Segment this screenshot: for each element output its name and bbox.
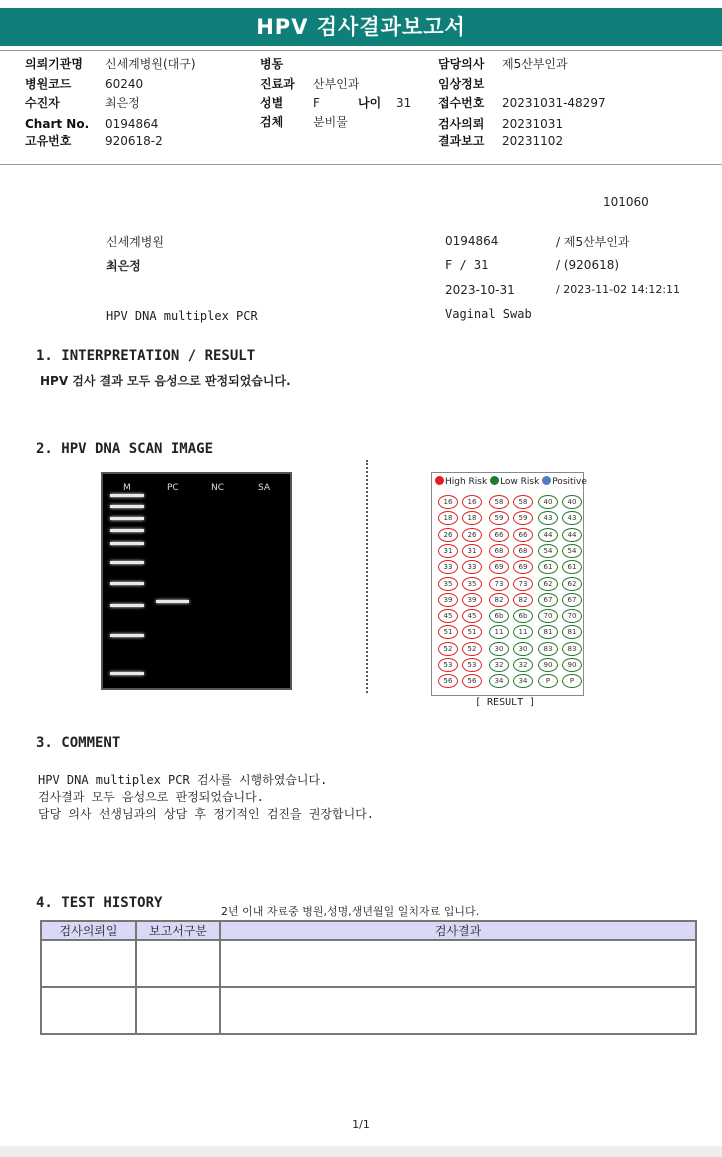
table-cell xyxy=(136,987,220,1034)
positive-dot-icon xyxy=(542,476,551,485)
table-cell xyxy=(136,940,220,987)
hpv-type-marker: 52 xyxy=(462,642,482,656)
hpv-type-marker: 56 xyxy=(438,674,458,688)
hpv-type-marker: 53 xyxy=(438,658,458,672)
hpv-type-marker: 35 xyxy=(438,577,458,591)
hpv-type-marker: 90 xyxy=(538,658,558,672)
hpv-type-marker: 67 xyxy=(562,593,582,607)
section-scan-image-title: 2. HPV DNA SCAN IMAGE xyxy=(36,441,214,457)
header-value: 60240 xyxy=(105,77,144,91)
table-cell xyxy=(41,940,136,987)
header-value: 920618-2 xyxy=(105,134,163,148)
hpv-type-marker: 66 xyxy=(513,528,533,542)
hpv-type-marker: 59 xyxy=(513,511,533,525)
header-value: 분비물 xyxy=(313,115,348,129)
hpv-type-marker: 31 xyxy=(438,544,458,558)
header-label: 임상정보 xyxy=(438,77,485,91)
hpv-type-marker: P xyxy=(538,674,558,688)
hpv-type-marker: 58 xyxy=(513,495,533,509)
report-datetime: / 2023-11-02 14:12:11 xyxy=(556,283,681,296)
hpv-type-marker: 34 xyxy=(513,674,533,688)
hpv-type-marker: 11 xyxy=(513,625,533,639)
hospital-name: 신세계병원 xyxy=(106,235,164,249)
gel-electrophoresis-image xyxy=(101,472,292,690)
hpv-type-marker: 58 xyxy=(489,495,509,509)
table-row xyxy=(41,940,696,987)
hpv-type-marker: 43 xyxy=(562,511,582,525)
marker-band xyxy=(110,634,144,637)
hpv-type-marker: 30 xyxy=(513,642,533,656)
header-row-receipt-no xyxy=(438,95,606,111)
birth-date: / (920618) xyxy=(556,258,620,272)
hpv-type-marker: 31 xyxy=(462,544,482,558)
hpv-type-marker: 68 xyxy=(489,544,509,558)
col-header-result: 검사결과 xyxy=(220,921,696,940)
hpv-type-marker: 82 xyxy=(489,593,509,607)
marker-band xyxy=(110,542,144,545)
header-label: Chart No. xyxy=(25,117,90,131)
hpv-type-marker: 6b xyxy=(513,609,533,623)
header-label: 진료과 xyxy=(260,77,295,91)
table-header-row xyxy=(41,921,696,940)
report-title: HPV 검사결과보고서 xyxy=(0,8,722,46)
hpv-type-marker: 16 xyxy=(462,495,482,509)
report-code: 101060 xyxy=(603,195,649,209)
header-row-request-date xyxy=(438,116,563,132)
header-label: 결과보고 xyxy=(438,134,485,148)
header-label: 수진자 xyxy=(25,96,60,110)
hpv-type-marker: 53 xyxy=(462,658,482,672)
hpv-type-marker: 82 xyxy=(513,593,533,607)
hpv-type-marker: 43 xyxy=(538,511,558,525)
test-name: HPV DNA multiplex PCR xyxy=(106,309,258,323)
header-label: 나이 xyxy=(358,96,382,110)
high-risk-dot-icon xyxy=(435,476,444,485)
header-label: 검체 xyxy=(260,115,284,129)
marker-band xyxy=(110,529,144,532)
header-row-clinical-info xyxy=(438,76,502,92)
header-row-report-date xyxy=(438,133,563,149)
hpv-type-marker: 56 xyxy=(462,674,482,688)
hpv-type-marker: 61 xyxy=(538,560,558,574)
header-row-department xyxy=(260,76,359,92)
header-label: 의뢰기관명 xyxy=(25,57,83,71)
hpv-type-marker: 45 xyxy=(438,609,458,623)
lane-label-pc: PC xyxy=(167,483,179,493)
hpv-type-marker: 11 xyxy=(489,625,509,639)
header-label: 담당의사 xyxy=(438,57,485,71)
table-cell xyxy=(41,987,136,1034)
hpv-type-marker: 69 xyxy=(489,560,509,574)
header-value: 산부인과 xyxy=(313,77,360,91)
marker-band xyxy=(110,672,144,675)
header-value: 최은정 xyxy=(105,96,140,110)
hpv-type-marker: 69 xyxy=(513,560,533,574)
header-row-ward xyxy=(260,56,313,72)
marker-band xyxy=(110,561,144,564)
col-header-request-date: 검사의뢰일 xyxy=(41,921,136,940)
interpretation-text: HPV 검사 결과 모두 음성으로 판정되었습니다. xyxy=(40,374,291,388)
hpv-type-marker: 70 xyxy=(562,609,582,623)
hpv-type-marker: 32 xyxy=(513,658,533,672)
panel-legend xyxy=(435,476,587,487)
table-cell xyxy=(220,987,696,1034)
hpv-type-marker: 70 xyxy=(538,609,558,623)
hpv-type-marker: 18 xyxy=(462,511,482,525)
header-label: 성별 xyxy=(260,96,284,110)
hpv-type-marker: 51 xyxy=(438,625,458,639)
section-comment-title: 3. COMMENT xyxy=(36,735,121,751)
lane-label-m: M xyxy=(123,483,131,493)
header-value: F xyxy=(313,96,320,110)
divider-dotted xyxy=(366,460,368,693)
hpv-type-marker: 73 xyxy=(489,577,509,591)
marker-band xyxy=(110,494,144,497)
result-caption: [ RESULT ] xyxy=(475,697,536,708)
header-row-specimen xyxy=(260,114,348,130)
hpv-type-marker: 68 xyxy=(513,544,533,558)
section-test-history-title: 4. TEST HISTORY xyxy=(36,895,163,911)
hpv-type-marker: 32 xyxy=(489,658,509,672)
test-history-note: 2년 이내 자료중 병원,성명,생년월일 일치자료 입니다. xyxy=(221,905,480,918)
hpv-type-marker: 6b xyxy=(489,609,509,623)
comment-line: HPV DNA multiplex PCR 검사를 시행하였습니다. xyxy=(38,773,328,787)
hpv-type-marker: 54 xyxy=(562,544,582,558)
page-number: 1/1 xyxy=(352,1118,370,1131)
header-value: 신세계병원(대구) xyxy=(105,57,196,71)
hpv-type-marker: 40 xyxy=(538,495,558,509)
header-row-sex-age xyxy=(260,95,411,111)
comment-line: 검사결과 모두 음성으로 판정되었습니다. xyxy=(38,790,264,804)
pc-band xyxy=(156,600,189,603)
header-row-unique-no xyxy=(25,133,163,149)
header-row-hospital-code xyxy=(25,76,143,92)
lane-label-sa: SA xyxy=(258,483,271,493)
header-value: 20231031-48297 xyxy=(502,96,606,110)
header-top-rule xyxy=(0,50,722,51)
hpv-type-marker: 33 xyxy=(438,560,458,574)
sex-age: F / 31 xyxy=(445,258,489,272)
specimen-type: Vaginal Swab xyxy=(445,307,532,321)
hpv-type-marker: 62 xyxy=(538,577,558,591)
hpv-type-marker: 73 xyxy=(513,577,533,591)
hpv-type-marker: 35 xyxy=(462,577,482,591)
hpv-type-marker: 39 xyxy=(462,593,482,607)
hpv-type-marker: 40 xyxy=(562,495,582,509)
hpv-type-marker: 83 xyxy=(538,642,558,656)
header-value: 20231102 xyxy=(502,134,564,148)
request-date: 2023-10-31 xyxy=(445,283,515,297)
hpv-type-marker: 81 xyxy=(538,625,558,639)
hpv-type-marker: 62 xyxy=(562,577,582,591)
hpv-type-marker: 45 xyxy=(462,609,482,623)
hpv-result-panel xyxy=(431,472,587,696)
comment-line: 담당 의사 선생님과의 상담 후 정기적인 검진을 권장합니다. xyxy=(38,807,375,821)
legend-positive: Positive xyxy=(552,477,587,487)
header-value: 제5산부인과 xyxy=(502,57,568,71)
hpv-type-marker: 33 xyxy=(462,560,482,574)
header-label: 검사의뢰 xyxy=(438,117,485,131)
header-label: 병동 xyxy=(260,57,284,71)
hpv-type-marker: 39 xyxy=(438,593,458,607)
hpv-type-marker: 52 xyxy=(438,642,458,656)
header-value: 31 xyxy=(396,96,412,110)
hpv-type-marker: P xyxy=(562,674,582,688)
footer-bar xyxy=(0,1146,722,1157)
legend-high-risk: High Risk xyxy=(445,477,488,487)
test-history-table xyxy=(40,920,697,1035)
hpv-type-marker: 81 xyxy=(562,625,582,639)
marker-band xyxy=(110,604,144,607)
header-label: 병원코드 xyxy=(25,77,72,91)
chart-number: 0194864 xyxy=(445,234,499,248)
table-row xyxy=(41,987,696,1034)
hpv-type-marker: 83 xyxy=(562,642,582,656)
hpv-type-marker: 30 xyxy=(489,642,509,656)
hpv-type-marker: 26 xyxy=(462,528,482,542)
hpv-type-marker: 67 xyxy=(538,593,558,607)
hpv-type-marker: 16 xyxy=(438,495,458,509)
marker-band xyxy=(110,505,144,508)
hpv-type-marker: 90 xyxy=(562,658,582,672)
low-risk-dot-icon xyxy=(490,476,499,485)
header-label: 고유번호 xyxy=(25,134,72,148)
hpv-type-marker: 26 xyxy=(438,528,458,542)
hpv-type-marker: 44 xyxy=(562,528,582,542)
header-row-patient xyxy=(25,95,140,111)
header-row-referring-institution xyxy=(25,56,196,72)
header-bottom-rule xyxy=(0,164,722,165)
header-value: 20231031 xyxy=(502,117,564,131)
hpv-type-marker: 18 xyxy=(438,511,458,525)
col-header-report-type: 보고서구분 xyxy=(136,921,220,940)
hpv-type-marker: 34 xyxy=(489,674,509,688)
hpv-type-marker: 54 xyxy=(538,544,558,558)
legend-low-risk: Low Risk xyxy=(500,477,540,487)
marker-band xyxy=(110,582,144,585)
table-cell xyxy=(220,940,696,987)
hpv-type-marker: 61 xyxy=(562,560,582,574)
patient-name: 최은정 xyxy=(106,259,141,273)
hpv-type-marker: 59 xyxy=(489,511,509,525)
lane-label-nc: NC xyxy=(211,483,225,493)
header-row-chart-no xyxy=(25,116,158,132)
marker-band xyxy=(110,517,144,520)
section-interpretation-title: 1. INTERPRETATION / RESULT xyxy=(36,348,256,364)
header-row-doctor xyxy=(438,56,568,72)
department: / 제5산부인과 xyxy=(556,235,630,249)
header-label: 접수번호 xyxy=(438,96,485,110)
hpv-type-marker: 66 xyxy=(489,528,509,542)
header-value: 0194864 xyxy=(105,117,159,131)
hpv-type-marker: 44 xyxy=(538,528,558,542)
hpv-type-marker: 51 xyxy=(462,625,482,639)
